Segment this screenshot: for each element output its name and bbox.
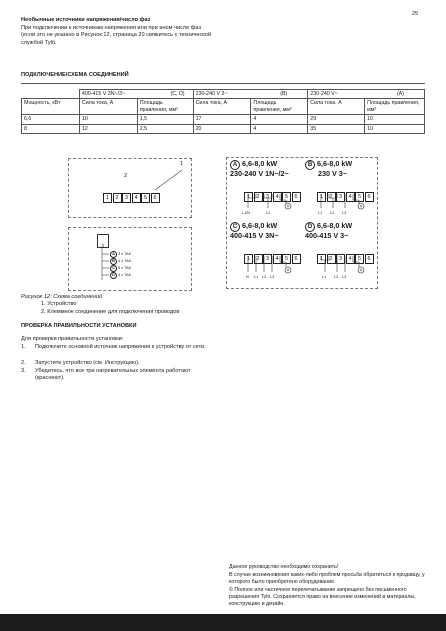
wire-label: L1 [254, 275, 259, 279]
wire-label: N [246, 275, 249, 279]
terminal: 2 [113, 193, 122, 203]
connection-heading: ПОДКЛЮЧЕНИЕ/СХЕМА СОЕДИНЕНИЙ [21, 72, 129, 78]
legend-text: 4 x TA8 [118, 259, 131, 263]
variant-letter: C [230, 222, 240, 232]
header-area: Площадь правления, мм² [137, 99, 193, 115]
terminal-strip: 1 2 3 4 5 6 [244, 247, 301, 265]
unit-diagram [68, 227, 192, 291]
wire-label: L3 [342, 211, 347, 215]
check-lead: Для проверки правильности установки: [21, 336, 124, 342]
figure-legend-item: 1. Устройство [41, 301, 77, 307]
wiring-lines [305, 160, 375, 220]
variant-b [305, 160, 375, 220]
wire-label: L1 [318, 211, 323, 215]
figure-legend-item: 2. Клеммное соединение для подключения проводов [41, 309, 180, 315]
cell-current: 10 [79, 115, 137, 124]
wire-label: L3 [342, 275, 347, 279]
wire-label: L3 [270, 275, 275, 279]
leader-line [69, 159, 191, 217]
variant-d-voltage: 400-415 V 3~ [305, 231, 349, 240]
heading-rule [21, 83, 425, 84]
variant-letter: D [305, 222, 315, 232]
table-row [22, 124, 425, 133]
step-number: 2. [21, 360, 26, 366]
legend-text: 3 x TA8 [118, 252, 131, 256]
connection-table [21, 89, 425, 134]
legend-letter: B [110, 258, 117, 265]
cell-power: 6,6 [22, 115, 80, 124]
group-variant: (B) [280, 91, 288, 97]
wire-label: L2 [266, 211, 271, 215]
intro-heading: Необычные источники напряжения/число фаз [21, 17, 151, 23]
variant-b-power: B 6,6-8,0 kW [305, 160, 375, 170]
terminal-strip: 1 2 3 4 5 6 [244, 185, 301, 203]
legend-letter: C [110, 265, 117, 272]
legend-row [110, 258, 131, 265]
group-header [193, 90, 308, 99]
group-header [308, 90, 425, 99]
variant-a [230, 160, 302, 220]
cell-current: 12 [79, 124, 137, 133]
cell-area: 4 [251, 115, 308, 124]
footer-support-note: В случае возникновения каких-либо проблем просьба обратиться к продавцу, у которого было приобретено оборудование. [229, 572, 425, 586]
check-heading: ПРОВЕРКА ПРАВИЛЬНОСТИ УСТАНОВКИ [21, 323, 137, 329]
footer-copyright: © Полное или частичное перепечатывание запрещено без письменного разрешения Tylö. Сохраняется право на внесение изменений в материалы, конструкцию и дизайн. [229, 587, 416, 608]
wire-label: L1 [322, 275, 327, 279]
footer-bar [0, 614, 446, 631]
legend-row [110, 251, 131, 258]
legend-text: 4 x TA8 [118, 273, 131, 277]
figure-label-2: 2 [124, 173, 128, 179]
legend-letter: A [110, 251, 117, 258]
group-variant: (A) [396, 91, 404, 97]
wire-label: L2 [330, 211, 335, 215]
header-current: Сила тока, А [193, 99, 251, 115]
header-current: Сила тока, А [79, 99, 137, 115]
variant-c-power: C 6,6-8,0 kW [230, 222, 302, 232]
legend-letter: D [110, 272, 117, 279]
legend-row [110, 272, 131, 279]
intro-body: При подключении к источникам напряжения или при ином числе фаз (если это не указано в Рисунок 12, страница 20 свяжитесь с технической службой Tylö. [21, 25, 212, 46]
group-variant: (C, D) [170, 91, 185, 97]
header-current: Сила тока, А [308, 99, 365, 115]
header-area: Площадь правления, мм² [365, 99, 425, 115]
legend-text: 5 x TA8 [118, 266, 131, 270]
cell-area: 1,5 [137, 115, 193, 124]
figure-caption: Рисунок 12: Схема соединений [21, 294, 103, 300]
step-number: 3. [21, 368, 26, 374]
footer-keep-note: Данное руководство необходимо сохранить! [229, 564, 339, 570]
page-number: 25 [412, 11, 419, 17]
variant-d-power: D 6,6-8,0 kW [305, 222, 375, 232]
group-voltage: 400-415 V 3N~/3~ [81, 91, 126, 97]
table-group-row [22, 90, 425, 99]
terminal: 3 [122, 193, 131, 203]
wire-label: L2 [262, 275, 267, 279]
group-voltage: 230-240 V 3~ [195, 91, 228, 97]
variant-a-voltage: 230-240 V 1N~/2~ [230, 169, 289, 178]
terminal: 1 [103, 193, 112, 203]
terminal-strip: 1 2 3 4 5 6 [317, 247, 374, 265]
group-header [79, 90, 193, 99]
terminal: 6 [151, 193, 160, 203]
variant-letter: A [230, 160, 240, 170]
wire-label: L1/N [242, 211, 251, 215]
header-area: Площадь правления, мм² [251, 99, 308, 115]
cell-current: 17 [193, 115, 251, 124]
check-step: Запустите устройство (см. Инструкцию). [35, 360, 140, 366]
step-number: 1. [21, 344, 26, 350]
variant-c [230, 222, 302, 284]
cell-current: 20 [193, 124, 251, 133]
variant-a-power: A 6,6-8,0 kW [230, 160, 302, 170]
terminal-strip: 1 2 3 4 5 6 [317, 185, 374, 203]
table-header-row [22, 99, 425, 115]
cell-area: 2,5 [137, 124, 193, 133]
check-step: Убедитесь, что все три нагревательных элемента работают (краснеют). [35, 368, 191, 382]
cell-current: 35 [308, 124, 365, 133]
cell-area: 10 [365, 115, 425, 124]
cell-area: 4 [251, 124, 308, 133]
check-step: Подключите основной источник напряжения к устройству от сети. [35, 344, 206, 350]
cell-area: 10 [365, 124, 425, 133]
cell-power: 8 [22, 124, 80, 133]
terminal-block-diagram [68, 158, 192, 218]
terminal: 4 [132, 193, 141, 203]
variant-letter: B [305, 160, 315, 170]
header-power: Мощность, кВт [22, 99, 80, 115]
legend-row [110, 265, 131, 272]
wire-label: L2 [334, 275, 339, 279]
terminal: 5 [141, 193, 150, 203]
unit-label: 1 [101, 244, 105, 250]
figure-label-1: 1 [180, 161, 184, 167]
variant-c-voltage: 400-415 V 3N~ [230, 231, 279, 240]
wiring-lines [305, 222, 375, 284]
variant-b-voltage: 230 V 3~ [318, 169, 347, 178]
group-voltage: 230-240 V~ [310, 91, 338, 97]
cell-current: 29 [308, 115, 365, 124]
variant-d [305, 222, 375, 284]
table-row [22, 115, 425, 124]
